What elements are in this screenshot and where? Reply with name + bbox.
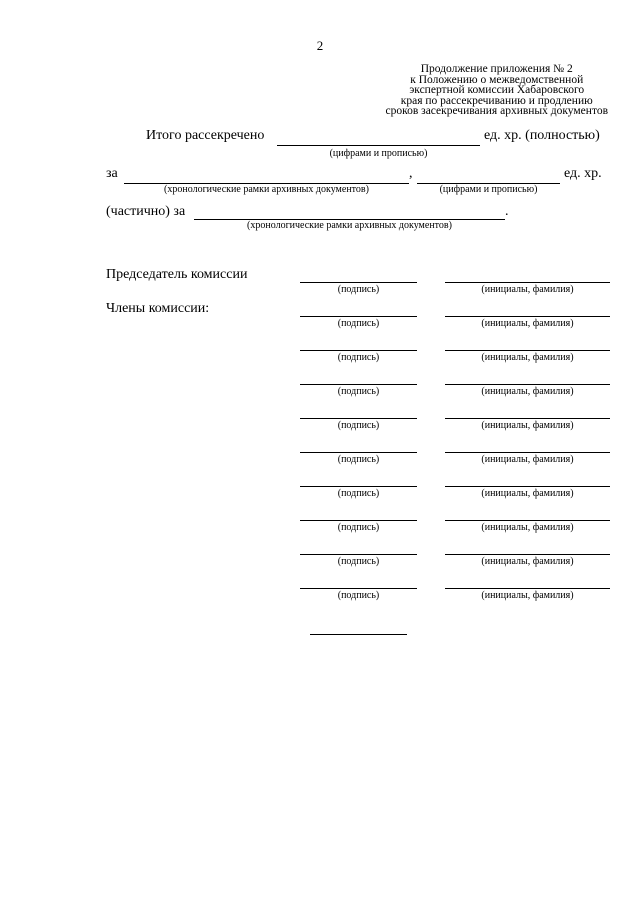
signature-caption: (подпись) (337, 488, 380, 499)
signature-line[interactable] (300, 282, 417, 283)
name-caption: (инициалы, фамилия) (481, 590, 574, 601)
name-caption: (инициалы, фамилия) (481, 318, 574, 329)
caption-digits-words-2: (цифрами и прописью) (439, 184, 538, 195)
signature-caption: (подпись) (337, 386, 380, 397)
name-caption: (инициалы, фамилия) (481, 454, 574, 465)
signature-caption: (подпись) (337, 318, 380, 329)
total-declassified-label: Итого рассекречено (146, 128, 265, 143)
caption-chrono-1: (хронологические рамки архивных документов) (164, 184, 369, 195)
signature-line[interactable] (300, 316, 417, 317)
name-caption: (инициалы, фамилия) (481, 386, 574, 397)
signature-caption: (подпись) (337, 352, 380, 363)
signature-line[interactable] (300, 418, 417, 419)
name-line[interactable] (445, 418, 610, 419)
za-label: за (106, 166, 118, 181)
name-line[interactable] (445, 554, 610, 555)
signature-line[interactable] (300, 588, 417, 589)
signature-line[interactable] (300, 384, 417, 385)
appendix-header (385, 64, 608, 117)
name-line[interactable] (445, 384, 610, 385)
name-line[interactable] (445, 282, 610, 283)
unit-full-label: ед. хр. (полностью) (484, 128, 600, 143)
name-caption: (инициалы, фамилия) (481, 556, 574, 567)
name-caption: (инициалы, фамилия) (481, 284, 574, 295)
signature-line[interactable] (300, 486, 417, 487)
signature-caption: (подпись) (337, 454, 380, 465)
chairman-label: Председатель комиссии (106, 267, 248, 282)
header-line-5: сроков засекречивания архивных документов (385, 105, 608, 118)
header-line-2: к Положению о межведомственной (410, 73, 584, 86)
page-number: 2 (316, 38, 324, 53)
header-line-4: края по рассекречиванию и продлению (400, 94, 593, 107)
partial-label: (частично) за (106, 204, 186, 219)
signature-line[interactable] (300, 554, 417, 555)
signature-line[interactable] (300, 452, 417, 453)
members-label: Члены комиссии: (106, 301, 210, 316)
comma-separator: , (409, 166, 413, 181)
signature-line[interactable] (300, 350, 417, 351)
name-line[interactable] (445, 486, 610, 487)
unit-label: ед. хр. (564, 166, 602, 181)
signature-caption: (подпись) (337, 590, 380, 601)
name-line[interactable] (445, 520, 610, 521)
name-line[interactable] (445, 350, 610, 351)
caption-chrono-2: (хронологические рамки архивных документов) (247, 220, 452, 231)
signature-caption: (подпись) (337, 556, 380, 567)
name-line[interactable] (445, 316, 610, 317)
name-caption: (инициалы, фамилия) (481, 488, 574, 499)
total-count-field[interactable] (277, 145, 480, 146)
signature-caption: (подпись) (337, 522, 380, 533)
signature-caption: (подпись) (337, 284, 380, 295)
closing-divider (310, 634, 407, 635)
name-line[interactable] (445, 588, 610, 589)
header-line-1: Продолжение приложения № 2 (420, 63, 573, 75)
name-caption: (инициалы, фамилия) (481, 352, 574, 363)
header-line-3: экспертной комиссии Хабаровского (409, 84, 585, 97)
name-caption: (инициалы, фамилия) (481, 522, 574, 533)
signature-line[interactable] (300, 520, 417, 521)
signature-caption: (подпись) (337, 420, 380, 431)
name-caption: (инициалы, фамилия) (481, 420, 574, 431)
caption-digits-words-1: (цифрами и прописью) (329, 148, 428, 159)
name-line[interactable] (445, 452, 610, 453)
period-mark: . (505, 204, 509, 219)
